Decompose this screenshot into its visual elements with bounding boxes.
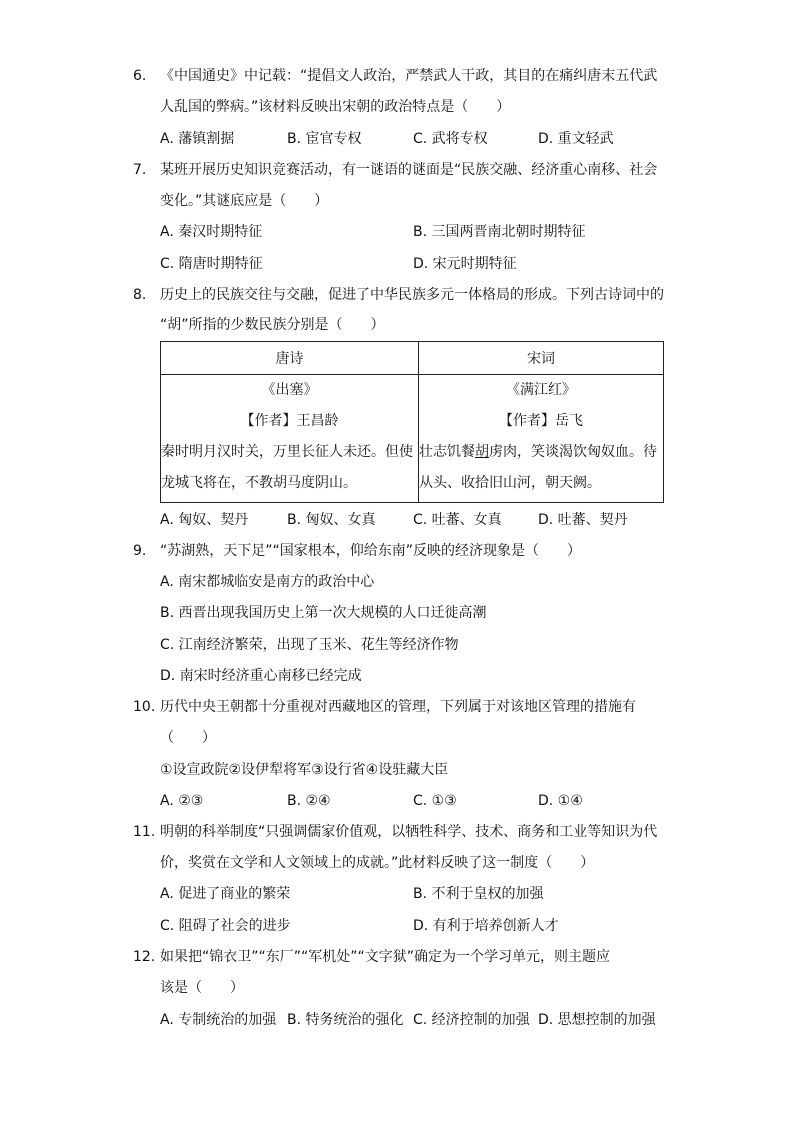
option-c: C. 武将专权: [413, 131, 488, 147]
option-b: B. 匈奴、女真: [287, 512, 376, 528]
underlined-hu: 胡: [475, 444, 489, 460]
option-d: D. 南宋时经济重心南移已经完成: [160, 668, 362, 684]
option-a: A. 促进了商业的繁荣: [160, 886, 291, 902]
song-ci-cell: [419, 375, 664, 503]
ci-line: 从头、收拾旧山河，朝天阙。: [419, 475, 601, 491]
option-a: A. ②③: [160, 793, 204, 809]
option-c: C. 隋唐时期特征: [160, 256, 263, 272]
option-b: B. 三国两晋南北朝时期特征: [413, 224, 586, 240]
question-stem-line: 某班开展历史知识竞赛活动，有一谜语的谜面是“民族交融、经济重心南移、社会: [160, 162, 658, 178]
option-a: A. 南宋都城临安是南方的政治中心: [160, 574, 375, 590]
question-stem-line: 历史上的民族交往与交融，促进了中华民族多元一体格局的形成。下列古诗词中的: [160, 287, 664, 303]
poem-table: [160, 341, 664, 503]
ci-line: [419, 437, 663, 468]
option-d: D. ①④: [538, 793, 583, 809]
option-a: A. 匈奴、契丹: [160, 512, 249, 528]
tang-poem-cell: [161, 375, 419, 503]
poem-line: 秦时明月汉时关，万里长征人未还。但使: [161, 444, 413, 460]
question-stem-line: 该是（ ）: [160, 980, 244, 996]
question-stem-line: 明朝的科举制度“只强调儒家价值观，以牺牲科学、技术、商务和工业等知识为代: [160, 824, 658, 840]
option-c: C. 江南经济繁荣，出现了玉米、花生等经济作物: [160, 637, 459, 653]
option-d: D. 吐蕃、契丹: [538, 512, 628, 528]
option-b: B. 宦官专权: [287, 131, 362, 147]
question-number: 9.: [133, 543, 147, 559]
option-d: D. 宋元时期特征: [413, 256, 517, 272]
question-number: 6.: [133, 68, 147, 84]
question-stem-line: 如果把“锦衣卫”“东厂”“军机处”“文字狱”确定为一个学习单元，则主题应: [160, 949, 611, 965]
poem-author: 【作者】王昌龄: [240, 413, 339, 429]
option-d: D. 思想控制的加强: [538, 1012, 656, 1028]
poem-title: 《出塞》: [261, 382, 318, 398]
question-stem-line: 变化。”其谜底应是（ ）: [160, 193, 329, 209]
question-number: 10.: [133, 699, 156, 715]
option-d: D. 重文轻武: [538, 131, 614, 147]
option-c: C. ①③: [413, 793, 457, 809]
option-c: C. 经济控制的加强: [413, 1012, 530, 1028]
question-number: 8.: [133, 287, 147, 303]
option-d: D. 有利于培养创新人才: [413, 918, 559, 934]
question-stem-line: 历代中央王朝都十分重视对西藏地区的管理，下列属于对该地区管理的措施有: [160, 699, 636, 715]
option-c: C. 阻碍了社会的进步: [160, 918, 291, 934]
option-b: B. 特务统治的强化: [287, 1012, 404, 1028]
ci-author: 【作者】岳飞: [499, 413, 583, 429]
question-stem-line: 人乱国的弊病。”该材料反映出宋朝的政治特点是（ ）: [160, 99, 511, 115]
option-a: A. 专制统治的加强: [160, 1012, 277, 1028]
question-number: 7.: [133, 162, 147, 178]
question-stem-line: “苏湖熟，天下足”“国家根本，仰给东南”反映的经济现象是（ ）: [160, 543, 582, 559]
question-stem-line: ①设宣政院②设伊犁将军③设行省④设驻藏大臣: [160, 762, 449, 778]
option-c: C. 吐蕃、女真: [413, 512, 502, 528]
table-header-tang-poem: 唐诗: [161, 342, 419, 375]
question-number: 11.: [133, 824, 156, 840]
question-stem-line: （ ）: [160, 730, 216, 746]
option-b: B. 不利于皇权的加强: [413, 886, 544, 902]
question-stem-line: 《中国通史》中记载：“提倡文人政治，严禁武人干政，其目的在痛纠唐末五代武: [160, 68, 658, 84]
ci-title: 《满江红》: [506, 382, 576, 398]
option-b: B. ②④: [287, 793, 331, 809]
ci-line-text: 壮志饥餐: [419, 444, 475, 460]
ci-line-text: 虏肉，笑谈渴饮匈奴血。待: [489, 444, 657, 460]
option-b: B. 西晋出现我国历史上第一次大规模的人口迁徙高潮: [160, 605, 487, 621]
table-header-song-ci: 宋词: [419, 342, 664, 375]
option-a: A. 秦汉时期特征: [160, 224, 263, 240]
question-stem-line: 价，奖赏在文学和人文领域上的成就。”此材料反映了这一制度（ ）: [160, 855, 595, 871]
option-a: A. 藩镇割据: [160, 131, 235, 147]
poem-line: 龙城飞将在，不教胡马度阴山。: [161, 475, 357, 491]
question-number: 12.: [133, 949, 156, 965]
question-stem-line: “胡”所指的少数民族分别是（ ）: [160, 317, 385, 333]
